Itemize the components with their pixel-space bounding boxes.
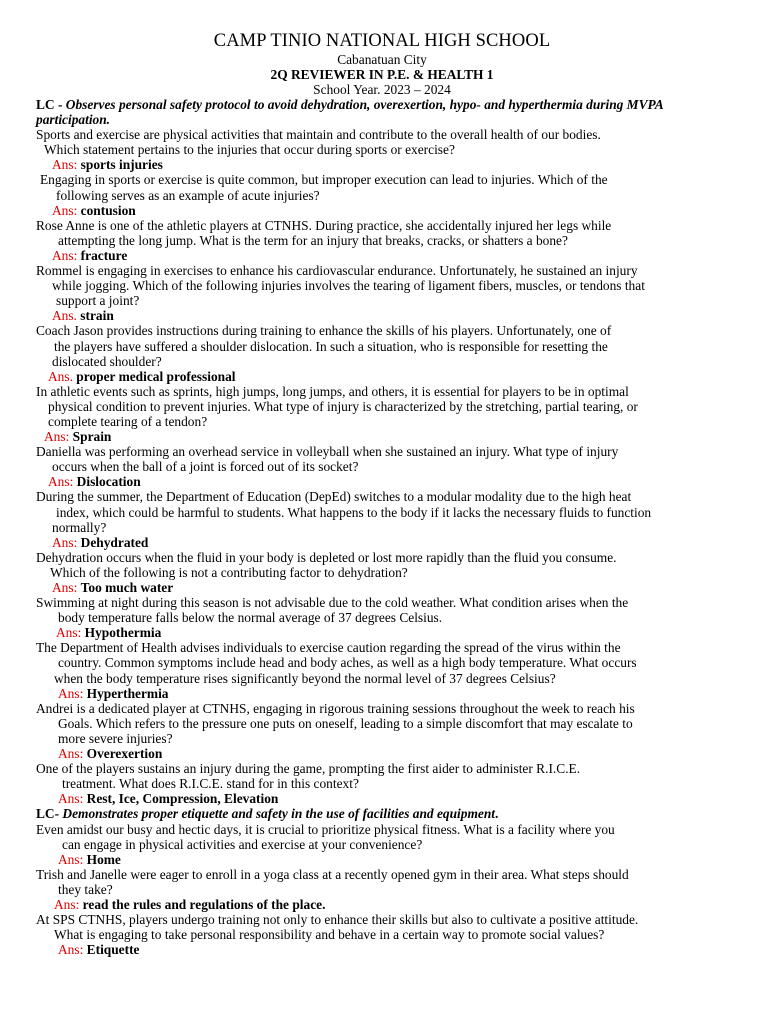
- question-line: The Department of Health advises individuals to exercise caution regarding the spread of the virus within the: [36, 640, 621, 656]
- lc-prefix: LC -: [36, 97, 63, 112]
- question-line: In athletic events such as sprints, high jumps, long jumps, and others, it is essential for players to be in optimal: [36, 383, 629, 399]
- answer-text: Overexertion: [86, 746, 163, 762]
- question-line: At SPS CTNHS, players undergo training not only to enhance their skills but also to cultivate a positive attitude.: [36, 912, 639, 928]
- answer-line: [36, 942, 728, 957]
- answer-label: Ans:: [56, 625, 82, 641]
- school-name: CAMP TINIO NATIONAL HIGH SCHOOL: [213, 31, 551, 51]
- answer-label: Ans.: [52, 308, 77, 324]
- question-item: [36, 701, 728, 746]
- question-line: attempting the long jump. What is the term for an injury that breaks, cracks, or shatters a bone?: [58, 232, 568, 248]
- question-item: [36, 489, 728, 534]
- city-name: Cabanatuan City: [337, 52, 427, 67]
- reviewer-body: [36, 97, 728, 957]
- question-line: Rose Anne is one of the athletic players at CTNHS. During practice, she accidentally injured her legs while: [36, 217, 612, 233]
- answer-line: [36, 203, 728, 218]
- answer-line: [36, 157, 728, 172]
- answer-text: Etiquette: [86, 942, 140, 958]
- answer-text: proper medical professional: [76, 368, 236, 384]
- question-item: [36, 761, 728, 791]
- reviewer-title: 2Q REVIEWER IN P.E. & HEALTH 1: [270, 67, 494, 82]
- answer-label: Ans.: [48, 368, 73, 384]
- answer-line: [36, 791, 728, 806]
- answer-line: [36, 580, 728, 595]
- answer-label: Ans:: [48, 474, 74, 490]
- question-line: Swimming at night during this season is not advisable due to the cold weather. What condition arises when the: [36, 595, 629, 611]
- question-line: Rommel is engaging in exercises to enhance his cardiovascular endurance. Unfortunately, he sustained an injury: [36, 263, 638, 279]
- question-line: During the summer, the Department of Education (DepEd) switches to a modular modality due to the high heat: [36, 489, 632, 505]
- question-line: What is engaging to take personal responsibility and behave in a certain way to promote social values?: [54, 927, 605, 943]
- question-item: [36, 550, 728, 580]
- answer-line: [36, 474, 728, 489]
- document: [36, 30, 728, 957]
- learning-competency: [36, 806, 728, 821]
- question-item: [36, 867, 728, 897]
- answer-label: Ans:: [52, 247, 78, 263]
- question-line: Even amidst our busy and hectic days, it is crucial to prioritize physical fitness. What is a facility where you: [36, 821, 615, 837]
- question-line: when the body temperature rises significantly beyond the normal level of 37 degrees Celsius?: [54, 670, 556, 686]
- question-line: Trish and Janelle were eager to enroll in a yoga class at a recently opened gym in their area. What steps should: [36, 866, 629, 882]
- question-line: physical condition to prevent injuries. What type of injury is characterized by the stretching, partial tearing, or: [48, 398, 638, 414]
- question-line: Coach Jason provides instructions during training to enhance the skills of his players. Unfortunately, one of: [36, 323, 612, 339]
- lc-text: Observes personal safety protocol to avoid dehydration, overexertion, hypo- and hyperthermia during MVPA participation.: [36, 97, 663, 128]
- answer-text: Hyperthermia: [86, 685, 169, 701]
- answer-label: Ans:: [58, 746, 84, 762]
- answer-text: Hypothermia: [84, 625, 162, 641]
- question-line: Daniella was performing an overhead service in volleyball when she sustained an injury. What type of injury: [36, 444, 619, 460]
- question-item: [36, 384, 728, 429]
- answer-label: Ans:: [52, 202, 78, 218]
- question-item: [36, 912, 728, 942]
- answer-text: Home: [86, 851, 121, 867]
- question-item: [36, 172, 728, 202]
- answer-text: sports injuries: [80, 157, 163, 173]
- question-line: complete tearing of a tendon?: [48, 413, 208, 429]
- question-item: [36, 263, 728, 308]
- question-item: [36, 640, 728, 685]
- answer-text: Dislocation: [76, 474, 141, 490]
- question-item: [36, 218, 728, 248]
- answer-text: Sprain: [72, 429, 112, 445]
- lc-prefix: LC-: [36, 806, 60, 822]
- question-line: Which statement pertains to the injuries that occur during sports or exercise?: [44, 142, 455, 158]
- answer-label: Ans:: [52, 157, 78, 173]
- question-line: Sports and exercise are physical activities that maintain and contribute to the overall health of our bodies.: [36, 127, 601, 143]
- answer-text: Rest, Ice, Compression, Elevation: [86, 791, 279, 807]
- question-item: [36, 323, 728, 368]
- question-line: occurs when the ball of a joint is forced out of its socket?: [52, 459, 359, 475]
- answer-label: Ans:: [58, 791, 84, 807]
- answer-label: Ans:: [52, 580, 78, 595]
- answer-text: contusion: [80, 202, 136, 218]
- answer-line: [36, 308, 728, 323]
- lc-text: Demonstrates proper etiquette and safety in the use of facilities and equipment: [62, 806, 496, 822]
- question-line: the players have suffered a shoulder dislocation. In such a situation, who is responsible for resetting the: [54, 338, 608, 354]
- answer-label: Ans:: [58, 942, 84, 958]
- question-line: following serves as an example of acute injuries?: [56, 187, 320, 203]
- answer-text: fracture: [80, 247, 128, 263]
- answer-label: Ans:: [54, 896, 80, 912]
- question-line: Dehydration occurs when the fluid in your body is depleted or lost more rapidly than the fluid you consume.: [36, 549, 617, 565]
- question-line: while jogging. Which of the following injuries involves the tearing of ligament fibers, muscles, or tendons that: [52, 278, 645, 294]
- question-item: [36, 822, 728, 852]
- answer-line: [36, 625, 728, 640]
- answer-line: [36, 746, 728, 761]
- question-line: Andrei is a dedicated player at CTNHS, engaging in rigorous training sessions throughout the week to reach his: [36, 700, 635, 716]
- answer-line: [36, 535, 728, 550]
- question-line: body temperature falls below the normal average of 37 degrees Celsius.: [58, 610, 443, 626]
- question-line: Which of the following is not a contributing factor to dehydration?: [50, 564, 408, 580]
- question-line: normally?: [52, 519, 107, 535]
- school-year: School Year. 2023 – 2024: [313, 82, 451, 97]
- question-line: index, which could be harmful to students. What happens to the body if it lacks the necessary fluids to function: [56, 504, 652, 520]
- answer-line: [36, 686, 728, 701]
- question-line: they take?: [58, 881, 113, 897]
- answer-line: [36, 429, 728, 444]
- answer-label: Ans:: [58, 685, 84, 701]
- answer-line: [36, 852, 728, 867]
- answer-text: strain: [80, 308, 114, 324]
- answer-line: [36, 369, 728, 384]
- answer-label: Ans:: [44, 429, 70, 445]
- answer-text: Dehydrated: [80, 534, 149, 550]
- question-item: [36, 595, 728, 625]
- question-line: more severe injuries?: [58, 730, 173, 746]
- question-line: One of the players sustains an injury during the game, prompting the first aider to administer R.I.C.E.: [36, 761, 581, 777]
- answer-line: [36, 897, 728, 912]
- answer-line: [36, 248, 728, 263]
- question-line: Engaging in sports or exercise is quite common, but improper execution can lead to injuries. Which of the: [40, 172, 608, 188]
- answer-label: Ans:: [58, 851, 84, 867]
- question-line: country. Common symptoms include head and body aches, as well as a high body temperature. What occurs: [58, 655, 637, 671]
- question-line: Goals. Which refers to the pressure one puts on oneself, leading to a simple discomfort that may escalate to: [58, 715, 633, 731]
- answer-text: read the rules and regulations of the place.: [82, 896, 326, 912]
- question-line: support a joint?: [56, 293, 140, 309]
- lc-suffix: .: [495, 806, 499, 822]
- question-item: [36, 127, 728, 157]
- question-line: treatment. What does R.I.C.E. stand for in this context?: [62, 776, 359, 792]
- question-line: can engage in physical activities and exercise at your convenience?: [62, 836, 423, 852]
- question-line: dislocated shoulder?: [52, 353, 162, 369]
- answer-label: Ans:: [52, 534, 78, 550]
- answer-text: Too much water: [80, 580, 174, 595]
- learning-competency: [36, 97, 728, 127]
- question-item: [36, 444, 728, 474]
